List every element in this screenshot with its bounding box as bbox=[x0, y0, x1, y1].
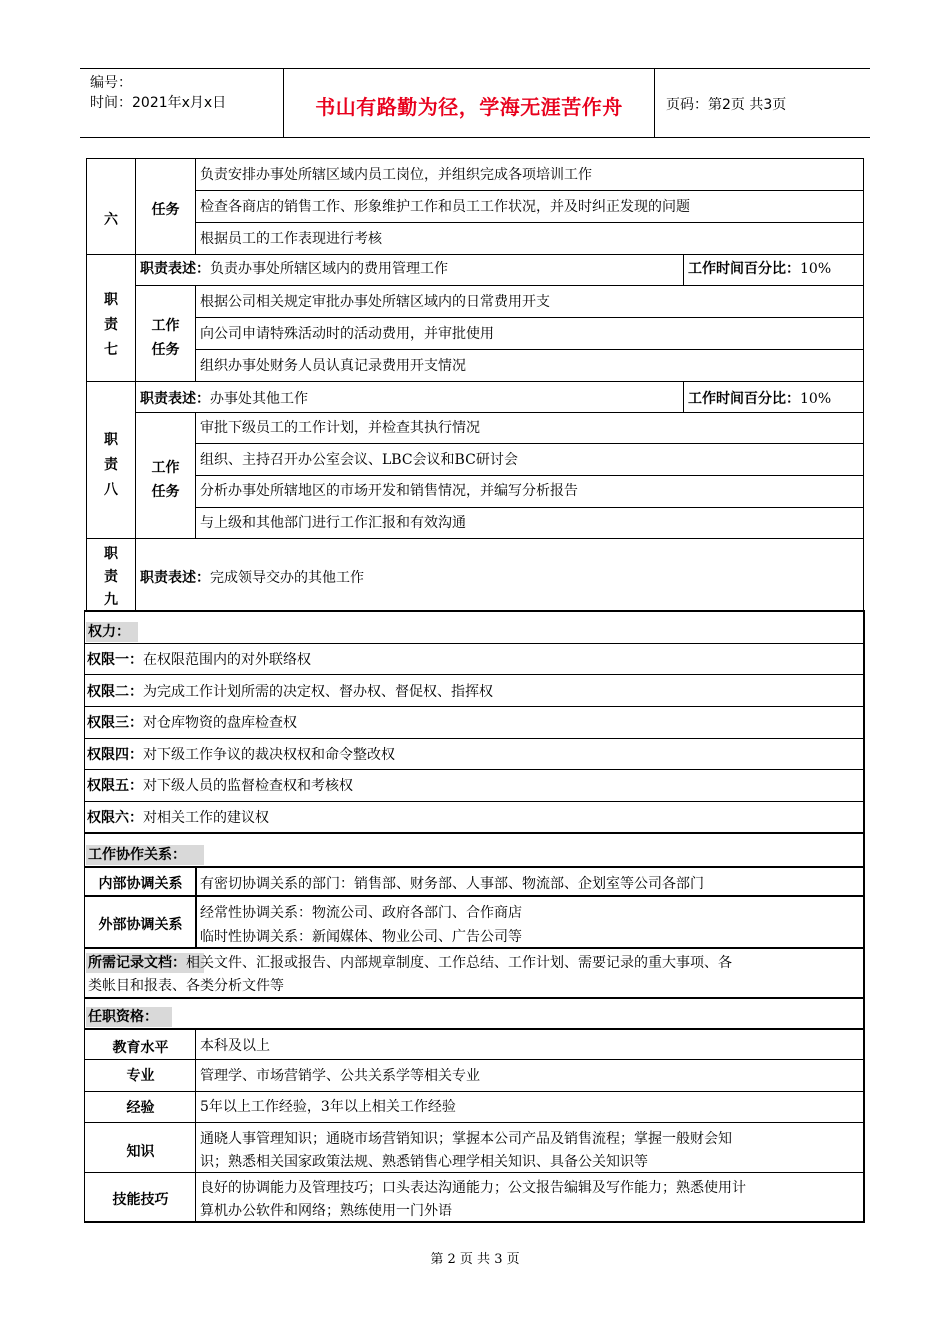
description-label: 职责表述： bbox=[140, 570, 210, 586]
duty-number bbox=[87, 288, 135, 363]
table-border bbox=[84, 1028, 865, 1030]
time-percent bbox=[688, 259, 831, 279]
task-item: 检查各商店的销售工作、形象维护工作和员工工作状况，并及时纠正发现的问题 bbox=[200, 199, 690, 215]
table-border bbox=[84, 1122, 865, 1123]
table-border bbox=[84, 738, 865, 739]
header-page-info: 页码：第2页 共3页 bbox=[666, 97, 787, 113]
description-text: 完成领导交办的其他工作 bbox=[210, 570, 364, 586]
power-text: 对下级工作争议的裁决权权和命令整改权 bbox=[143, 747, 395, 763]
table-border bbox=[135, 285, 864, 286]
table-border bbox=[86, 158, 864, 159]
task-item: 组织办事处财务人员认真记录费用开支情况 bbox=[200, 358, 466, 374]
divider bbox=[654, 69, 655, 137]
task-label bbox=[136, 456, 195, 504]
time-percent-value: 10% bbox=[800, 261, 832, 277]
table-border bbox=[86, 538, 864, 539]
external-label: 外部协调关系 bbox=[98, 917, 183, 933]
table-border bbox=[863, 611, 865, 1223]
table-border bbox=[84, 674, 865, 675]
duty-number-char: 八 bbox=[104, 482, 118, 498]
table-border bbox=[84, 1172, 865, 1173]
qualification-label: 知识 bbox=[126, 1144, 155, 1160]
description-text: 负责办事处所辖区域内的费用管理工作 bbox=[210, 261, 448, 277]
table-border bbox=[195, 285, 196, 381]
task-label-line: 工作 bbox=[151, 460, 180, 476]
table-border bbox=[84, 769, 865, 770]
qualification-text: 通晓人事管理知识；通晓市场营销知识；掌握本公司产品及销售流程；掌握一般财会知 bbox=[200, 1131, 732, 1147]
duty-number: 六 bbox=[104, 212, 118, 228]
power-text: 为完成工作计划所需的决定权、督办权、督促权、指挥权 bbox=[143, 684, 493, 700]
table-border bbox=[86, 254, 864, 255]
header-meta bbox=[90, 73, 226, 113]
table-border bbox=[135, 412, 864, 413]
power-item bbox=[87, 808, 269, 828]
description-label: 职责表述： bbox=[140, 261, 210, 277]
table-border bbox=[195, 158, 196, 254]
qualification-text: 5年以上工作经验，3年以上相关工作经验 bbox=[200, 1099, 456, 1115]
records-text: 相关文件、汇报或报告、内部规章制度、工作总结、工作计划、需要记录的重大事项、各 bbox=[186, 955, 732, 971]
task-item: 根据公司相关规定审批办事处所辖区域内的日常费用开支 bbox=[200, 294, 550, 310]
qualification-label: 教育水平 bbox=[112, 1040, 169, 1056]
table-border bbox=[195, 1029, 196, 1222]
table-border bbox=[84, 1221, 865, 1223]
table-border bbox=[84, 1091, 865, 1092]
header-motto: 书山有路勤为径，学海无涯苦作舟 bbox=[315, 95, 623, 119]
powers-title: 权力： bbox=[88, 624, 130, 640]
power-item bbox=[87, 776, 353, 796]
duty-number bbox=[87, 543, 135, 612]
internal-text: 有密切协调关系的部门：销售部、财务部、人事部、物流部、企划室等公司各部门 bbox=[200, 876, 704, 892]
page-footer: 第 2 页 共 3 页 bbox=[430, 1252, 520, 1267]
table-border bbox=[195, 475, 864, 476]
table-border bbox=[195, 349, 864, 350]
table-border bbox=[84, 801, 865, 802]
page-header bbox=[80, 68, 870, 138]
task-label-line: 工作 bbox=[151, 318, 180, 334]
table-border bbox=[84, 832, 865, 834]
table-border bbox=[86, 381, 864, 382]
table-border bbox=[683, 254, 684, 285]
table-border bbox=[84, 706, 865, 707]
power-label: 权限五： bbox=[87, 778, 143, 794]
task-item: 分析办事处所辖地区的市场开发和销售情况，并编写分析报告 bbox=[200, 483, 578, 499]
table-border bbox=[84, 895, 865, 897]
task-label bbox=[136, 314, 195, 362]
table-border bbox=[195, 443, 864, 444]
table-border bbox=[195, 190, 864, 191]
duty-number-char: 职 bbox=[104, 432, 118, 448]
table-border bbox=[195, 866, 197, 947]
external-text: 临时性协调关系：新闻媒体、物业公司、广告公司等 bbox=[200, 929, 522, 945]
description-label: 职责表述： bbox=[140, 391, 210, 407]
duty-number-char: 责 bbox=[104, 569, 118, 585]
duty-number-char: 责 bbox=[104, 317, 118, 333]
qualification-text: 识；熟悉相关国家政策法规、熟悉销售心理学相关知识、具备公关知识等 bbox=[200, 1154, 648, 1170]
task-item: 审批下级员工的工作计划，并检查其执行情况 bbox=[200, 420, 480, 436]
qualification-text: 算机办公软件和网络；熟练使用一门外语 bbox=[200, 1203, 452, 1219]
table-border bbox=[195, 222, 864, 223]
power-text: 对下级人员的监督检查权和考核权 bbox=[143, 778, 353, 794]
table-border bbox=[84, 643, 865, 644]
power-text: 在权限范围内的对外联络权 bbox=[143, 652, 311, 668]
qualification-text: 良好的协调能力及管理技巧；口头表达沟通能力；公文报告编辑及写作能力；熟悉使用计 bbox=[200, 1180, 746, 1196]
duty-number-char: 职 bbox=[104, 292, 118, 308]
task-item: 负责安排办事处所辖区域内员工岗位，并组织完成各项培训工作 bbox=[200, 167, 592, 183]
power-label: 权限三： bbox=[87, 715, 143, 731]
time-percent-value: 10% bbox=[800, 391, 832, 407]
duty-number-char: 七 bbox=[104, 342, 118, 358]
qualification-label: 专业 bbox=[126, 1068, 155, 1084]
header-time: 时间：2021年x月x日 bbox=[90, 95, 227, 111]
task-item: 组织、主持召开办公室会议、LBC会议和BC研讨会 bbox=[200, 452, 518, 468]
header-number: 编号： bbox=[90, 75, 132, 91]
qualification-text: 管理学、市场营销学、公共关系学等相关专业 bbox=[200, 1068, 480, 1084]
power-text: 对仓库物资的盘库检查权 bbox=[143, 715, 297, 731]
table-border bbox=[863, 158, 864, 612]
power-item bbox=[87, 682, 493, 702]
power-item bbox=[87, 745, 395, 765]
power-label: 权限四： bbox=[87, 747, 143, 763]
table-border bbox=[195, 317, 864, 318]
task-item: 向公司申请特殊活动时的活动费用，并审批使用 bbox=[200, 326, 494, 342]
qualification-text: 本科及以上 bbox=[200, 1038, 270, 1054]
duty-number-char: 责 bbox=[104, 457, 118, 473]
table-border bbox=[84, 947, 865, 949]
cooperation-title: 工作协作关系： bbox=[88, 847, 186, 863]
table-border bbox=[135, 158, 136, 612]
task-item: 根据员工的工作表现进行考核 bbox=[200, 231, 382, 247]
qualifications-title: 任职资格： bbox=[88, 1009, 158, 1025]
power-label: 权限一： bbox=[87, 652, 143, 668]
external-text: 经常性协调关系：物流公司、政府各部门、合作商店 bbox=[200, 905, 522, 921]
table-border bbox=[84, 997, 865, 999]
qualification-label: 技能技巧 bbox=[112, 1192, 169, 1208]
table-border bbox=[84, 1059, 865, 1060]
table-border bbox=[195, 507, 864, 508]
duty-description bbox=[140, 259, 448, 279]
duty-description bbox=[140, 568, 364, 588]
records-line: 类帐目和报表、各类分析文件等 bbox=[88, 978, 284, 994]
description-text: 办事处其他工作 bbox=[210, 391, 308, 407]
task-label-line: 任务 bbox=[151, 342, 180, 358]
time-percent-label: 工作时间百分比： bbox=[688, 391, 800, 407]
table-border bbox=[84, 610, 865, 612]
table-border bbox=[84, 611, 85, 1223]
power-text: 对相关工作的建议权 bbox=[143, 810, 269, 826]
table-border bbox=[84, 866, 865, 868]
duty-description bbox=[140, 389, 308, 409]
duty-number-char: 九 bbox=[104, 592, 118, 608]
records-line bbox=[88, 953, 732, 973]
duty-number bbox=[87, 428, 135, 503]
records-label: 所需记录文档： bbox=[88, 955, 186, 971]
time-percent bbox=[688, 389, 831, 409]
duty-number-char: 职 bbox=[104, 546, 118, 562]
qualification-label: 经验 bbox=[126, 1100, 155, 1116]
table-border bbox=[683, 381, 684, 412]
task-label-line: 任务 bbox=[151, 484, 180, 500]
power-label: 权限二： bbox=[87, 684, 143, 700]
internal-label: 内部协调关系 bbox=[98, 876, 183, 892]
power-label: 权限六： bbox=[87, 810, 143, 826]
task-label: 任务 bbox=[151, 202, 180, 218]
task-item: 与上级和其他部门进行工作汇报和有效沟通 bbox=[200, 515, 466, 531]
power-item bbox=[87, 650, 311, 670]
power-item bbox=[87, 713, 297, 733]
time-percent-label: 工作时间百分比： bbox=[688, 261, 800, 277]
